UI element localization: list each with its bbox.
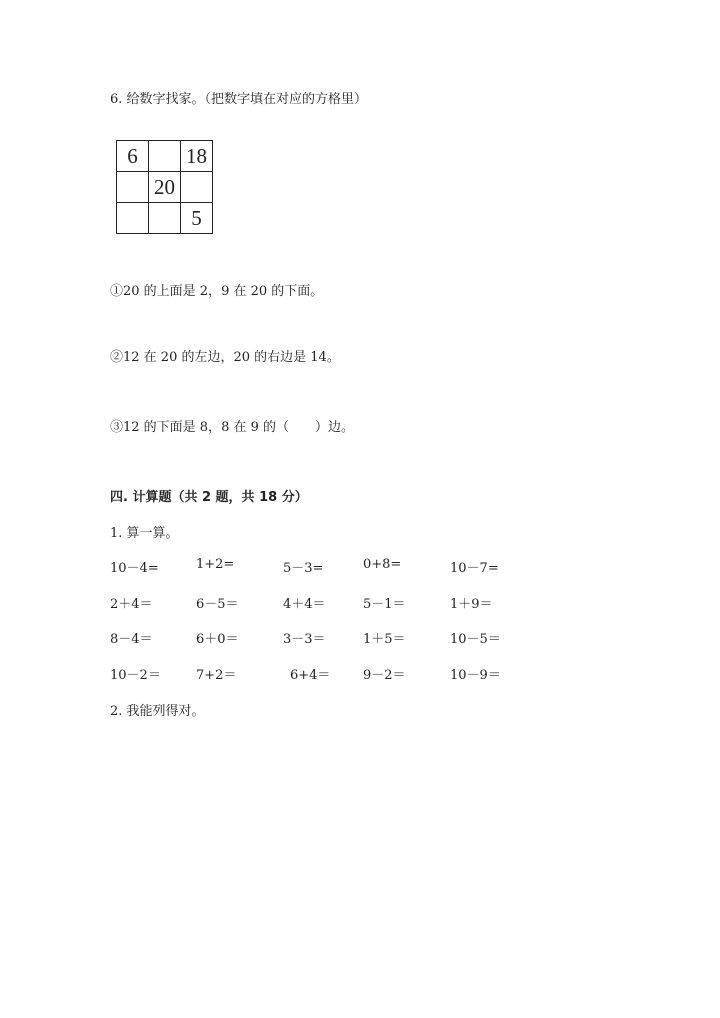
calc-item: 3－3＝ xyxy=(283,632,326,647)
grid-cell xyxy=(181,172,213,203)
grid-row xyxy=(117,172,213,203)
question-6-title: 6. 给数字找家。（把数字填在对应的方格里） xyxy=(110,92,368,107)
calc-item: 4＋4＝ xyxy=(283,597,326,612)
calc-item: 6＋0＝ xyxy=(196,632,239,647)
calc-item: 10－9＝ xyxy=(450,668,501,683)
calc-item: 6+4＝ xyxy=(290,668,331,683)
calc-item: 5－1＝ xyxy=(363,597,406,612)
calc-item: 7+2＝ xyxy=(196,668,237,683)
grid-cell: 5 xyxy=(181,203,213,234)
grid-cell xyxy=(149,141,181,172)
calc-item: 2＋4＝ xyxy=(110,597,153,612)
grid-cell xyxy=(149,203,181,234)
clue-1: ①20 的上面是 2，9 在 20 的下面。 xyxy=(110,284,324,299)
question-2-title: 2. 我能列得对。 xyxy=(110,704,205,719)
grid-cell xyxy=(117,203,149,234)
question-1-title: 1. 算一算。 xyxy=(110,526,179,541)
calc-item: 6－5＝ xyxy=(196,597,239,612)
calc-item: 5－3= xyxy=(283,561,324,576)
calc-item: 0+8= xyxy=(363,557,402,572)
grid-cell: 20 xyxy=(149,172,181,203)
calc-item: 1+2= xyxy=(196,557,235,572)
calc-item: 10－5＝ xyxy=(450,632,501,647)
grid-row xyxy=(117,203,213,234)
calc-item: 10－2＝ xyxy=(110,668,161,683)
calc-item: 10－7= xyxy=(450,561,499,576)
calc-item: 10－4= xyxy=(110,561,159,576)
grid-row xyxy=(117,141,213,172)
clue-2: ②12 在 20 的左边，20 的右边是 14。 xyxy=(110,350,340,365)
number-grid xyxy=(116,140,213,234)
clue-3: ③12 的下面是 8，8 在 9 的（ ）边。 xyxy=(110,420,355,435)
calc-item: 8－4＝ xyxy=(110,632,153,647)
calc-item: 1＋9＝ xyxy=(450,597,493,612)
section-4-title: 四. 计算题（共 2 题，共 18 分） xyxy=(110,490,308,505)
calc-item: 9－2＝ xyxy=(363,668,406,683)
grid-cell: 18 xyxy=(181,141,213,172)
grid-cell xyxy=(117,172,149,203)
grid-cell: 6 xyxy=(117,141,149,172)
calc-item: 1＋5＝ xyxy=(363,632,406,647)
